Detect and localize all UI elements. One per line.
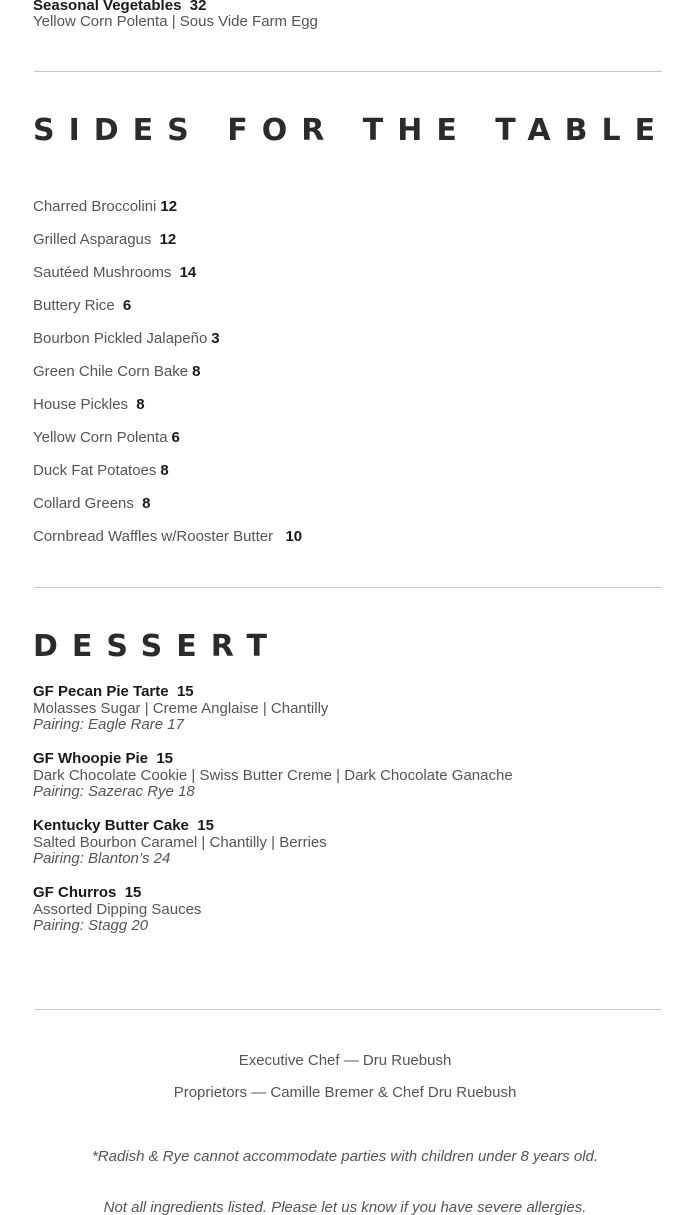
dessert-item-pairing: Pairing: Stagg 20 — [33, 917, 149, 934]
section-heading-dessert: DESSERT — [33, 629, 281, 664]
dessert-item-pairing: Pairing: Sazerac Rye 18 — [33, 783, 195, 800]
list-item: House Pickles 8 — [33, 396, 145, 413]
dessert-item-description: Dark Chocolate Cookie | Swiss Butter Creme | Dark Chocolate Ganache — [33, 767, 513, 784]
menu-item-description: Yellow Corn Polenta | Sous Vide Farm Egg — [33, 13, 318, 30]
list-item: Charred Broccolini 12 — [33, 198, 178, 215]
menu-item-price: 32 — [189, 0, 207, 14]
list-item: Duck Fat Potatoes 8 — [33, 462, 169, 479]
allergy-notice: Not all ingredients listed. Please let us know if you have severe allergies. — [103, 1199, 587, 1215]
dessert-item-title: Kentucky Butter Cake 15 — [33, 817, 214, 834]
list-item: Yellow Corn Polenta 6 — [33, 429, 180, 446]
dessert-item-title: GF Pecan Pie Tarte 15 — [33, 683, 194, 700]
menu-item-title — [33, 0, 206, 14]
list-item: Buttery Rice 6 — [33, 297, 132, 314]
list-item: Sautéed Mushrooms 14 — [33, 264, 197, 281]
proprietors-credit: Proprietors — Camille Bremer & Chef Dru Ruebush — [173, 1084, 517, 1101]
list-item: Green Chile Corn Bake 8 — [33, 363, 201, 380]
section-divider — [34, 1009, 662, 1010]
list-item: Grilled Asparagus 12 — [33, 231, 177, 248]
section-divider — [34, 71, 662, 72]
list-item: Bourbon Pickled Jalapeño 3 — [33, 330, 220, 347]
dessert-item-title: GF Churros 15 — [33, 884, 142, 901]
list-item: Collard Greens 8 — [33, 495, 151, 512]
dessert-item-description: Assorted Dipping Sauces — [33, 901, 202, 918]
dessert-item-pairing: Pairing: Eagle Rare 17 — [33, 716, 184, 733]
dessert-item-description: Molasses Sugar | Creme Anglaise | Chantilly — [33, 700, 329, 717]
children-policy-notice: *Radish & Rye cannot accommodate parties with children under 8 years old. — [91, 1148, 599, 1165]
section-heading-sides: SIDES FOR THE TABLE — [33, 113, 670, 148]
section-divider — [34, 587, 662, 588]
dessert-item-description: Salted Bourbon Caramel | Chantilly | Berries — [33, 834, 327, 851]
executive-chef-credit: Executive Chef — Dru Ruebush — [238, 1052, 452, 1069]
menu-item-name: Seasonal Vegetables — [33, 0, 182, 14]
dessert-item-pairing: Pairing: Blanton’s 24 — [33, 850, 171, 867]
list-item: Cornbread Waffles w/Rooster Butter 10 — [33, 528, 303, 545]
dessert-item-title: GF Whoopie Pie 15 — [33, 750, 174, 767]
